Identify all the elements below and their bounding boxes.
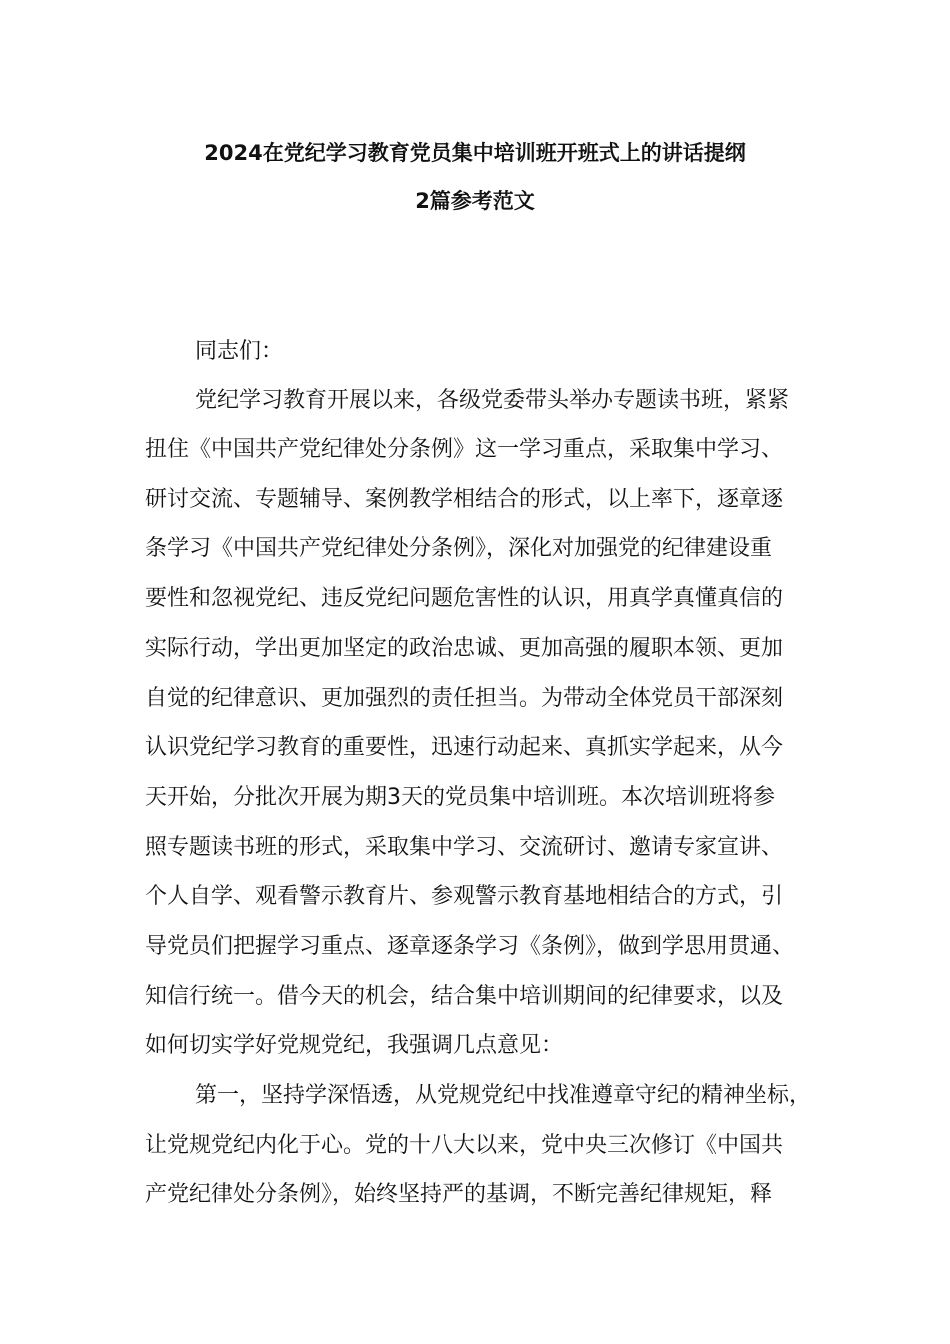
paragraph-line: 天开始，分批次开展为期3天的党员集中培训班。本次培训班将参 (145, 785, 775, 810)
paragraph-line: 实际行动，学出更加坚定的政治忠诚、更加高强的履职本领、更加 (145, 636, 784, 661)
document-title-line-1: 2024在党纪学习教育党员集中培训班开班式上的讲话提纲 (204, 141, 746, 165)
paragraph-line: 产党纪律处分条例》，始终坚持严的基调，不断完善纪律规矩，释 (145, 1182, 773, 1207)
paragraph-line: 要性和忽视党纪、违反党纪问题危害性的认识，用真学真懂真信的 (145, 586, 784, 611)
paragraph-line: 自觉的纪律意识、更加强烈的责任担当。为带动全体党员干部深刻 (145, 686, 784, 711)
paragraph-line: 知信行统一。借今天的机会，结合集中培训期间的纪律要求，以及 (145, 984, 784, 1009)
paragraph-line: 条学习《中国共产党纪律处分条例》，深化对加强党的纪律建设重 (145, 536, 773, 561)
paragraph-line: 扭住《中国共产党纪律处分条例》这一学习重点，采取集中学习、 (145, 437, 784, 462)
paragraph-line: 认识党纪学习教育的重要性，迅速行动起来、真抓实学起来，从今 (145, 735, 784, 760)
paragraph-line: 研讨交流、专题辅导、案例教学相结合的形式，以上率下，逐章逐 (145, 487, 784, 512)
paragraph-line: 让党规党纪内化于心。党的十八大以来，党中央三次修订《中国共 (145, 1133, 784, 1158)
paragraph-line: 党纪学习教育开展以来，各级党委带头举办专题读书班，紧紧 (195, 388, 790, 413)
document-title-line-2: 2篇参考范文 (415, 189, 535, 213)
salutation: 同志们： (195, 339, 284, 364)
paragraph-line: 导党员们把握学习重点、逐章逐条学习《条例》，做到学思用贯通、 (145, 934, 795, 959)
paragraph-line: 第一，坚持学深悟透，从党规党纪中找准遵章守纪的精神坐标， (195, 1083, 812, 1108)
paragraph-line: 如何切实学好党规党纪，我强调几点意见： (145, 1033, 564, 1058)
paragraph-line: 照专题读书班的形式，采取集中学习、交流研讨、邀请专家宣讲、 (145, 835, 784, 860)
paragraph-line: 个人自学、观看警示教育片、参观警示教育基地相结合的方式，引 (145, 884, 784, 909)
